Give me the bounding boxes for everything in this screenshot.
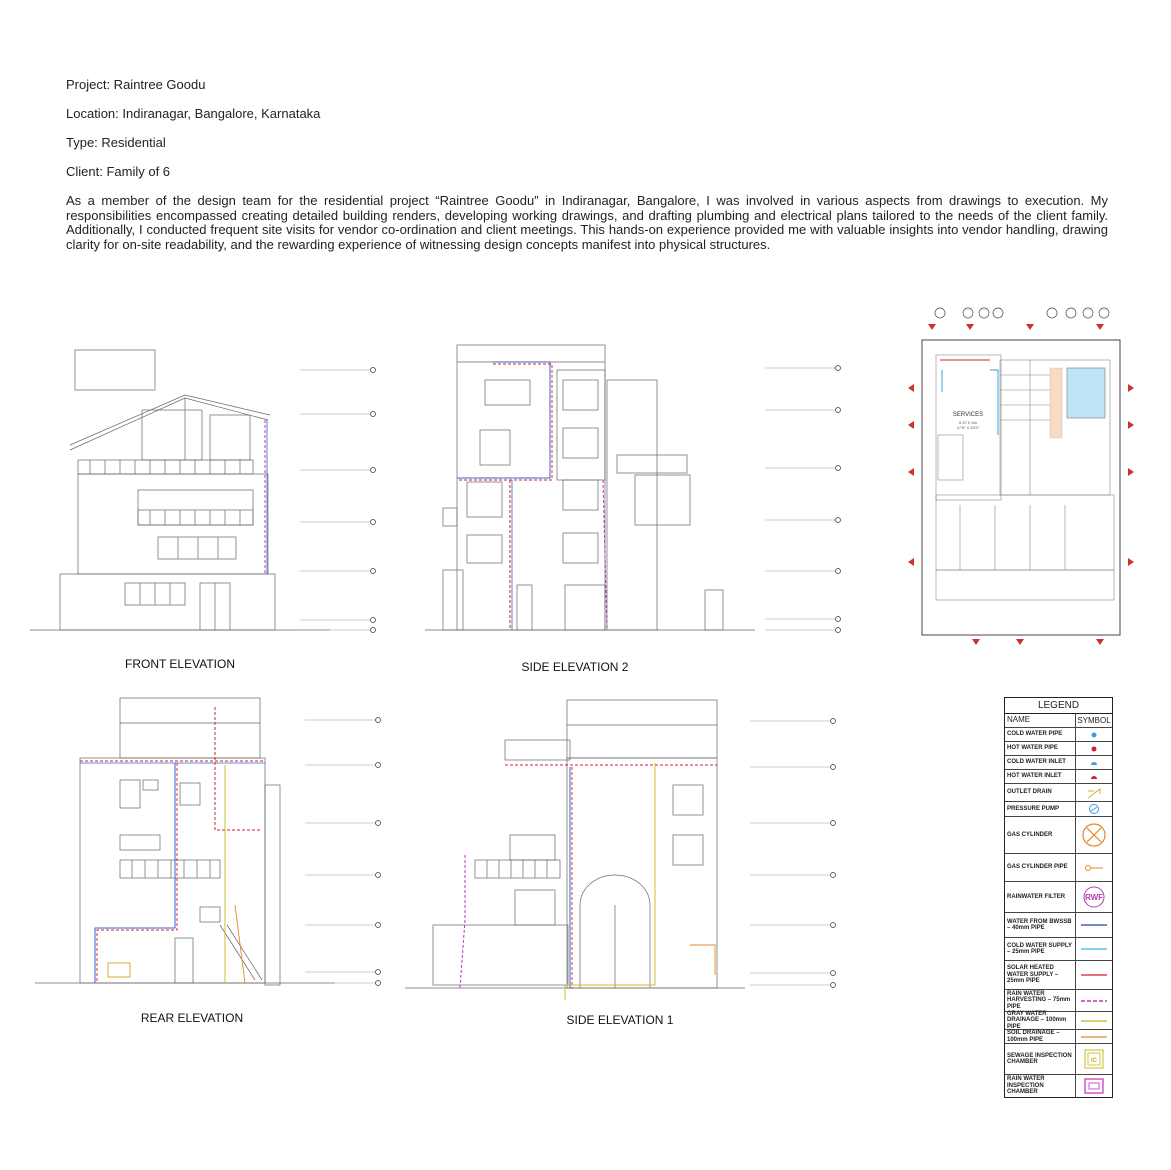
side-elevation-2-drawing: [425, 340, 845, 640]
project-client: Client: Family of 6: [66, 164, 171, 179]
legend-row: SEWAGE INSPECTION CHAMBER IC: [1005, 1044, 1112, 1075]
legend-row: RAIN WATER HARVESTING – 75mm PIPE: [1005, 990, 1112, 1012]
plan-room-label: SERVICES: [952, 412, 984, 418]
legend-row: HOT WATER PIPE: [1005, 742, 1112, 756]
soil-drain-line: [1080, 1034, 1108, 1040]
hot-water-pipe-icon: [1089, 744, 1099, 754]
legend-row: RAIN WATER INSPECTION CHAMBER: [1005, 1075, 1112, 1097]
project-type: Type: Residential: [66, 135, 166, 150]
rainwater-filter-icon: [1082, 885, 1106, 909]
legend-row: COLD WATER INLET: [1005, 756, 1112, 770]
legend-row: GAS CYLINDER: [1005, 817, 1112, 854]
bwssb-pipe-line: [1080, 922, 1108, 928]
legend-table: [1004, 697, 1113, 1098]
site-plan-drawing: [900, 300, 1150, 655]
front-elevation-caption: FRONT ELEVATION: [124, 657, 235, 671]
sewage-inspection-chamber-icon: [1083, 1048, 1105, 1070]
project-title: Project: Raintree Goodu: [66, 77, 206, 92]
legend-row: COLD WATER PIPE: [1005, 728, 1112, 742]
side-elevation-1-drawing: [405, 695, 850, 1000]
gas-cylinder-icon: [1080, 821, 1108, 849]
rain-water-harvesting-line: [1080, 998, 1108, 1004]
side-elevation-2-caption: SIDE ELEVATION 2: [521, 660, 629, 674]
front-elevation-drawing: [30, 340, 390, 640]
gas-cylinder-pipe-icon: [1083, 863, 1105, 873]
side-elevation-1-caption: SIDE ELEVATION 1: [566, 1013, 674, 1027]
legend-name-header: NAME: [1005, 714, 1076, 727]
pressure-pump-icon: [1088, 803, 1100, 815]
gray-water-drain-line: [1080, 1018, 1108, 1024]
hot-water-inlet-icon: [1089, 772, 1099, 782]
legend-row: GAS CYLINDER PIPE: [1005, 854, 1112, 882]
legend-row: RAINWATER FILTER RWF: [1005, 882, 1112, 913]
project-description: As a member of the design team for the residential project “Raintree Goodu” in Indiranagar, Bangalore, I was involved in various aspects from drawings to execution. My responsibilities encompassed creating detailed building renders, developing working drawings, and drafting plumbing and electrical plans tailored to the needs of the client family. Additionally, I conducted frequent site visits for vendor co-ordination and client meetings. This hands-on experience provided me with valuable insights into vendor handling, drawing clarity for on-site readability, and the rewarding experience of witnessing design concepts manifest into physical structures.: [66, 193, 1108, 252]
legend-row: COLD WATER SUPPLY – 25mm PIPE: [1005, 938, 1112, 961]
legend-row: PRESSURE PUMP: [1005, 802, 1112, 817]
plan-room-dims-imperial: 17'8" X 20'0": [956, 425, 980, 430]
plan-room-dims-metric: 5.37 X 6m: [958, 420, 978, 425]
rain-water-inspection-chamber-icon: [1083, 1077, 1105, 1095]
cold-water-inlet-icon: [1089, 758, 1099, 768]
rear-elevation-drawing: [35, 695, 395, 995]
legend-row: GRAY WATER DRAINAGE – 100mm PIPE: [1005, 1012, 1112, 1030]
svg-text:IC: IC: [1091, 1058, 1097, 1064]
svg-text:RWF: RWF: [1084, 893, 1104, 902]
rear-elevation-caption: REAR ELEVATION: [140, 1011, 244, 1025]
legend-row: WATER FROM BWSSB – 40mm PIPE: [1005, 913, 1112, 938]
legend-title: LEGEND: [1005, 698, 1112, 714]
project-location: Location: Indiranagar, Bangalore, Karnataka: [66, 106, 321, 121]
cold-water-supply-line: [1080, 946, 1108, 952]
legend-row: OUTLET DRAIN: [1005, 784, 1112, 802]
legend-row: SOIL DRAINAGE – 100mm PIPE: [1005, 1030, 1112, 1044]
legend-row: SOLAR HEATED WATER SUPPLY – 25mm PIPE: [1005, 961, 1112, 990]
solar-hot-water-line: [1080, 972, 1108, 978]
outlet-drain-icon: [1086, 786, 1102, 800]
legend-row: HOT WATER INLET: [1005, 770, 1112, 784]
cold-water-pipe-icon: [1089, 730, 1099, 740]
legend-symbol-header: SYMBOL: [1077, 716, 1111, 725]
